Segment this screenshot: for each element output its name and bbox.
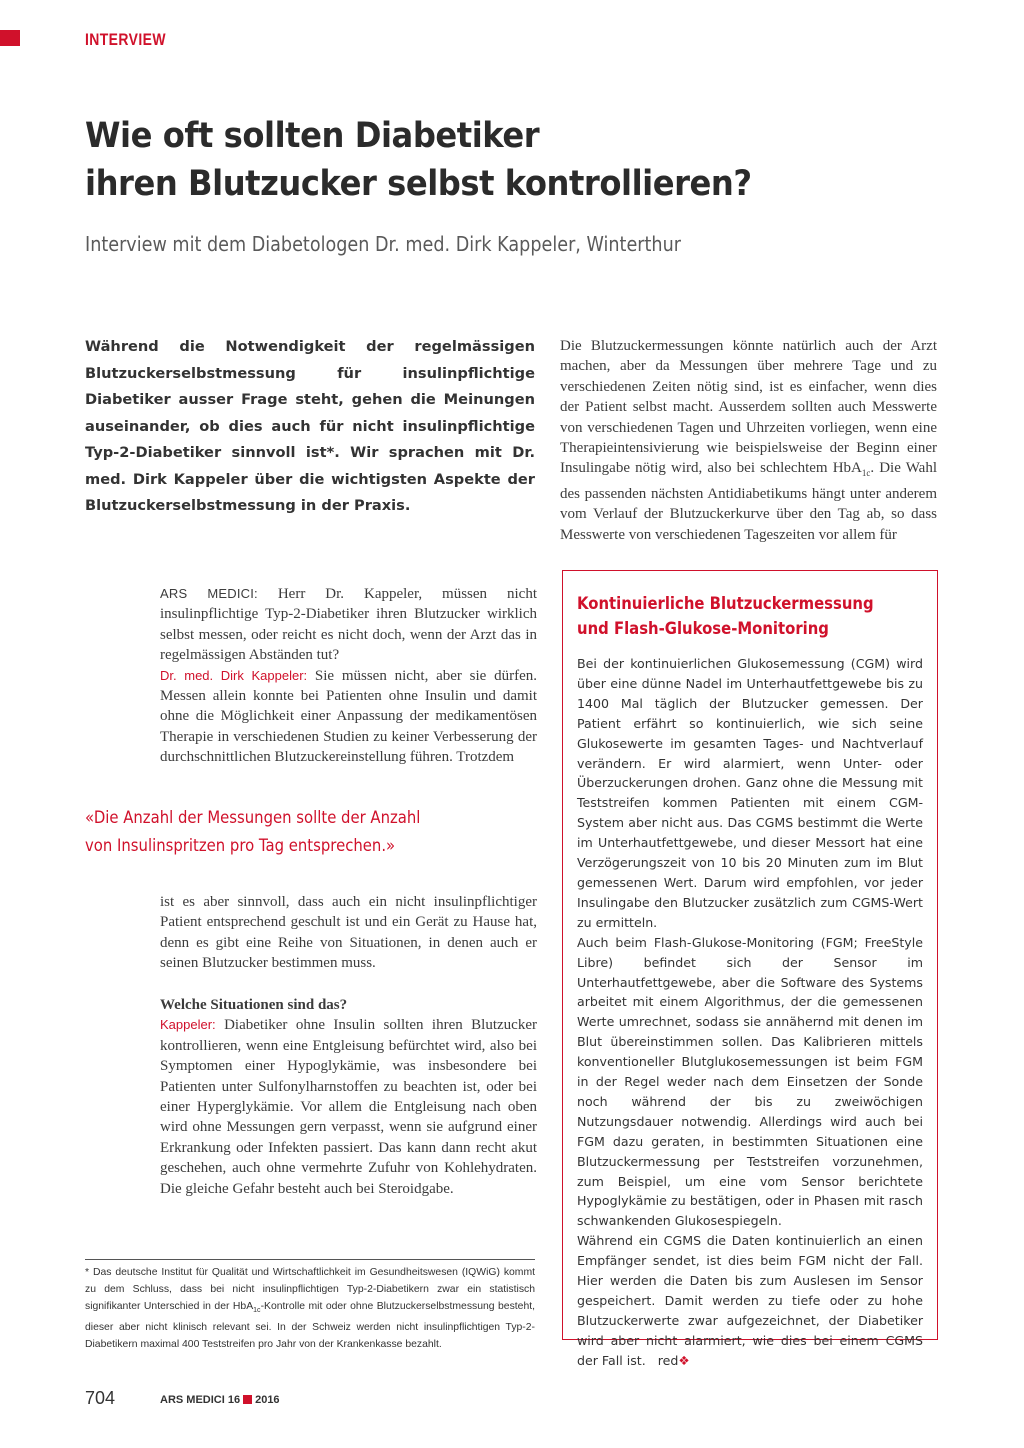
right-intro-text-a: Die Blutzuckermessungen könnte natürlich auch der Arzt machen, aber da Messungen über mehrere Tage und zu verschiedenen Zeiten nötig sind, ist es einfacher, wenn dies der Patient selbst macht. Ausserdem sollten auch Messwerte von verschiedenen Tagen und Uhrzeiten vorliegen, wenn eine Therapieintensivierung wie beispielsweise der Beginn einer Insulingabe nötig wird, also bei schlechtem HbA bbox=[560, 338, 937, 477]
page-number: 704 bbox=[85, 1388, 116, 1408]
info-box-title bbox=[577, 592, 927, 641]
interview-question-2 bbox=[160, 995, 537, 1199]
article-subtitle: Interview mit dem Diabetologen Dr. med. Dirk Kappeler, Winterthur bbox=[85, 232, 681, 256]
interviewee-short-label: Kappeler: bbox=[160, 1017, 216, 1033]
pull-quote-line-1: «Die Anzahl der Messungen sollte der Anzahl bbox=[85, 808, 421, 827]
section-label: INTERVIEW bbox=[85, 30, 166, 49]
info-box-paragraph-2: Auch beim Flash-Glukose-Monitoring (FGM; FreeStyle Libre) befindet sich der Sensor im Unterhautfettgewebe, aber die Software des Systems arbeitet mit einem Algorithmus, der die gemessenen Werte umrechnet, sodass sie annähernd mit denen im Blut übereinstimmen sollen. Das Kalibrieren mittels konventioneller Blutglukosemessungen ist beim FGM in der Regel weder nach dem Einsetzen der Sonde noch während der bis zu zweiwöchigen Nutzungsdauer notwendig. Allerdings wird auch bei FGM dazu geraten, in bestimmten Situationen eine Blutzuckermessung per Teststreifen vorzunehmen, zum Beispiel, um eine vom Sensor berichtete Hypoglykämie zu bestätigen, oder in Phasen mit rasch schwankenden Glukosespiegeln. bbox=[577, 934, 923, 1229]
title-line-1: Wie oft sollten Diabetiker bbox=[85, 116, 540, 156]
journal-name: ARS MEDICI 16 bbox=[160, 1394, 241, 1406]
interviewee-label: Dr. med. Dirk Kappeler: bbox=[160, 667, 308, 683]
footnote-text-b: -Kontrolle mit oder ohne Blutzuckerselbstmessung besteht, dieser aber nicht klinisch relevant sei. In der Schweiz werden nicht insulinpflichtigen Typ-2-Diabetikern maximal 400 Teststreifen pro Jahr von der Krankenkasse bezahlt. bbox=[85, 1301, 535, 1351]
info-box-body bbox=[577, 654, 923, 1371]
right-intro-text-b: . Die Wahl des passenden nächsten Antidiabetikums hängt unter anderem vom Verlauf der Blutzuckerkurve über den Tag ab, so dass Messwerte von verschiedenen Tageszeiten vor allem für bbox=[560, 460, 938, 543]
info-box-paragraph-1: Bei der kontinuierlichen Glukosemessung (CGM) wird über eine dünne Nadel im Unterhautfettgewebe bis zu 1400 Mal täglich der Blutzucker gemessen. Der Patient erfährt so kontinuierlich, wie sich seine Glukosewerte im gesamten Tages- und Nachtverlauf verändern. Er wird alarmiert, wenn Unter- oder Überzuckerungen drohen. Ganz ohne die Messung mit Teststreifen kommen Patienten mit einem CGM-System aber nicht aus. Das CGMS bestimmt die Werte im Unterhautfettgewebe, und dieser Messort hat eine Verzögerungszeit von 10 bis 20 Minuten zum im Blut gemessenen Wert. Darum wird empfohlen, vor jeder Insulingabe den Blutzucker zusätzlich zum CGMS-Wert zu ermitteln. bbox=[577, 656, 923, 930]
footer-square-icon bbox=[243, 1395, 252, 1404]
question-1-text: Herr Dr. Kappeler, müssen nicht insulinpflichtige Typ-2-Diabetiker ihren Blutzucker wirklich selbst messen, oder reicht es nicht doch, wenn der Arzt das in regelmässigen Abständen tut? bbox=[160, 586, 538, 664]
answer-1-continuation: ist es aber sinnvoll, dass auch ein nicht insulinpflichtiger Patient entsprechend geschult ist und ein Gerät zu Hause hat, denn es gibt eine Reihe von Situationen, in denen auch er seinen Blutzucker bestimmen muss. bbox=[160, 894, 537, 972]
interview-question-1 bbox=[160, 584, 537, 768]
pull-quote-line-2: von Insulinspritzen pro Tag entsprechen.» bbox=[85, 836, 396, 855]
right-intro-subscript: 1c bbox=[861, 468, 871, 479]
footnote-divider bbox=[85, 1259, 535, 1260]
info-box-paragraph-3 bbox=[577, 1231, 923, 1370]
pull-quote bbox=[85, 804, 545, 860]
end-mark-icon: ❖ bbox=[678, 1352, 690, 1368]
corner-color-mark bbox=[0, 30, 20, 46]
answer-1-text: Sie müssen nicht, aber sie dürfen. Messen allein konnte bei Patienten ohne Insulin und damit ohne die Möglichkeit einer Anpassung der medikamentösen Therapie in verschiedenen Studien zu keiner Verbesserung der durchschnittlichen Blutzuckereinstellung führen. Trotzdem bbox=[160, 667, 537, 766]
info-box-title-line-2: und Flash-Glukose-Monitoring bbox=[577, 618, 829, 638]
journal-year: 2016 bbox=[255, 1394, 280, 1406]
right-column-intro bbox=[560, 336, 937, 545]
footnote-text-a: * Das deutsche Institut für Qualität und Wirtschaftlichkeit im Gesundheitswesen (IQWiG) kommt zu dem Schluss, dass bei nicht insulinpflichtigen Typ-2-Diabetikern zwar ein statistisch signifikanter Unterschied in der HbA bbox=[85, 1267, 535, 1312]
question-2-heading: Welche Situationen sind das? bbox=[160, 997, 348, 1013]
interviewer-label: ARS MEDICI: bbox=[160, 586, 258, 601]
author-tag: red bbox=[657, 1352, 679, 1368]
title-line-2: ihren Blutzucker selbst kontrollieren? bbox=[85, 164, 752, 204]
lead-paragraph: Während die Notwendigkeit der regelmässigen Blutzuckerselbstmessung für insulinpflichtige Diabetiker ausser Frage steht, gehen die Meinungen auseinander, ob dies auch für nicht insulinpflichtige Typ-2-Diabetiker sinnvoll ist*. Wir sprachen mit Dr. med. Dirk Kappeler über die wichtigsten Aspekte der Blutzuckerselbstmessung in der Praxis. bbox=[85, 338, 535, 514]
article-title bbox=[85, 112, 985, 208]
footnote-subscript: 1c bbox=[253, 1307, 261, 1315]
info-box-title-line-1: Kontinuierliche Blutzuckermessung bbox=[577, 594, 874, 613]
answer-2-text: Diabetiker ohne Insulin sollten ihren Blutzucker kontrollieren, wenn eine Entgleisung befürchtet wird, also bei Symptomen einer Hypoglykämie, was insbesondere bei Patienten unter Sulfonylharnstoffen zu beachten ist, oder bei einer Hyperglykämie. Vor allem die Entgleisung nach oben wird ohne Messungen gern verpasst, wenn sie aufgrund einer Erkrankung oder Infekten passiert. Das kann dann recht akut geschehen, auch ohne vermehrte Zufuhr von Kohlehydraten. Die gleiche Gefahr besteht auch bei Steroidgabe. bbox=[160, 1017, 537, 1197]
journal-footer bbox=[160, 1394, 280, 1406]
footnote bbox=[85, 1264, 535, 1353]
info-box-paragraph-3-text: Während ein CGMS die Daten kontinuierlich an einen Empfänger sendet, ist dies beim FGM nicht der Fall. Hier werden die Daten bis zum Auslesen im Sensor gespeichert. Damit werden zu tiefe oder zu hohe Blutzuckerwerte zwar aufgezeichnet, der Diabetiker wird aber nicht alarmiert, wie dies bei einem CGMS der Fall ist. bbox=[577, 1233, 923, 1368]
